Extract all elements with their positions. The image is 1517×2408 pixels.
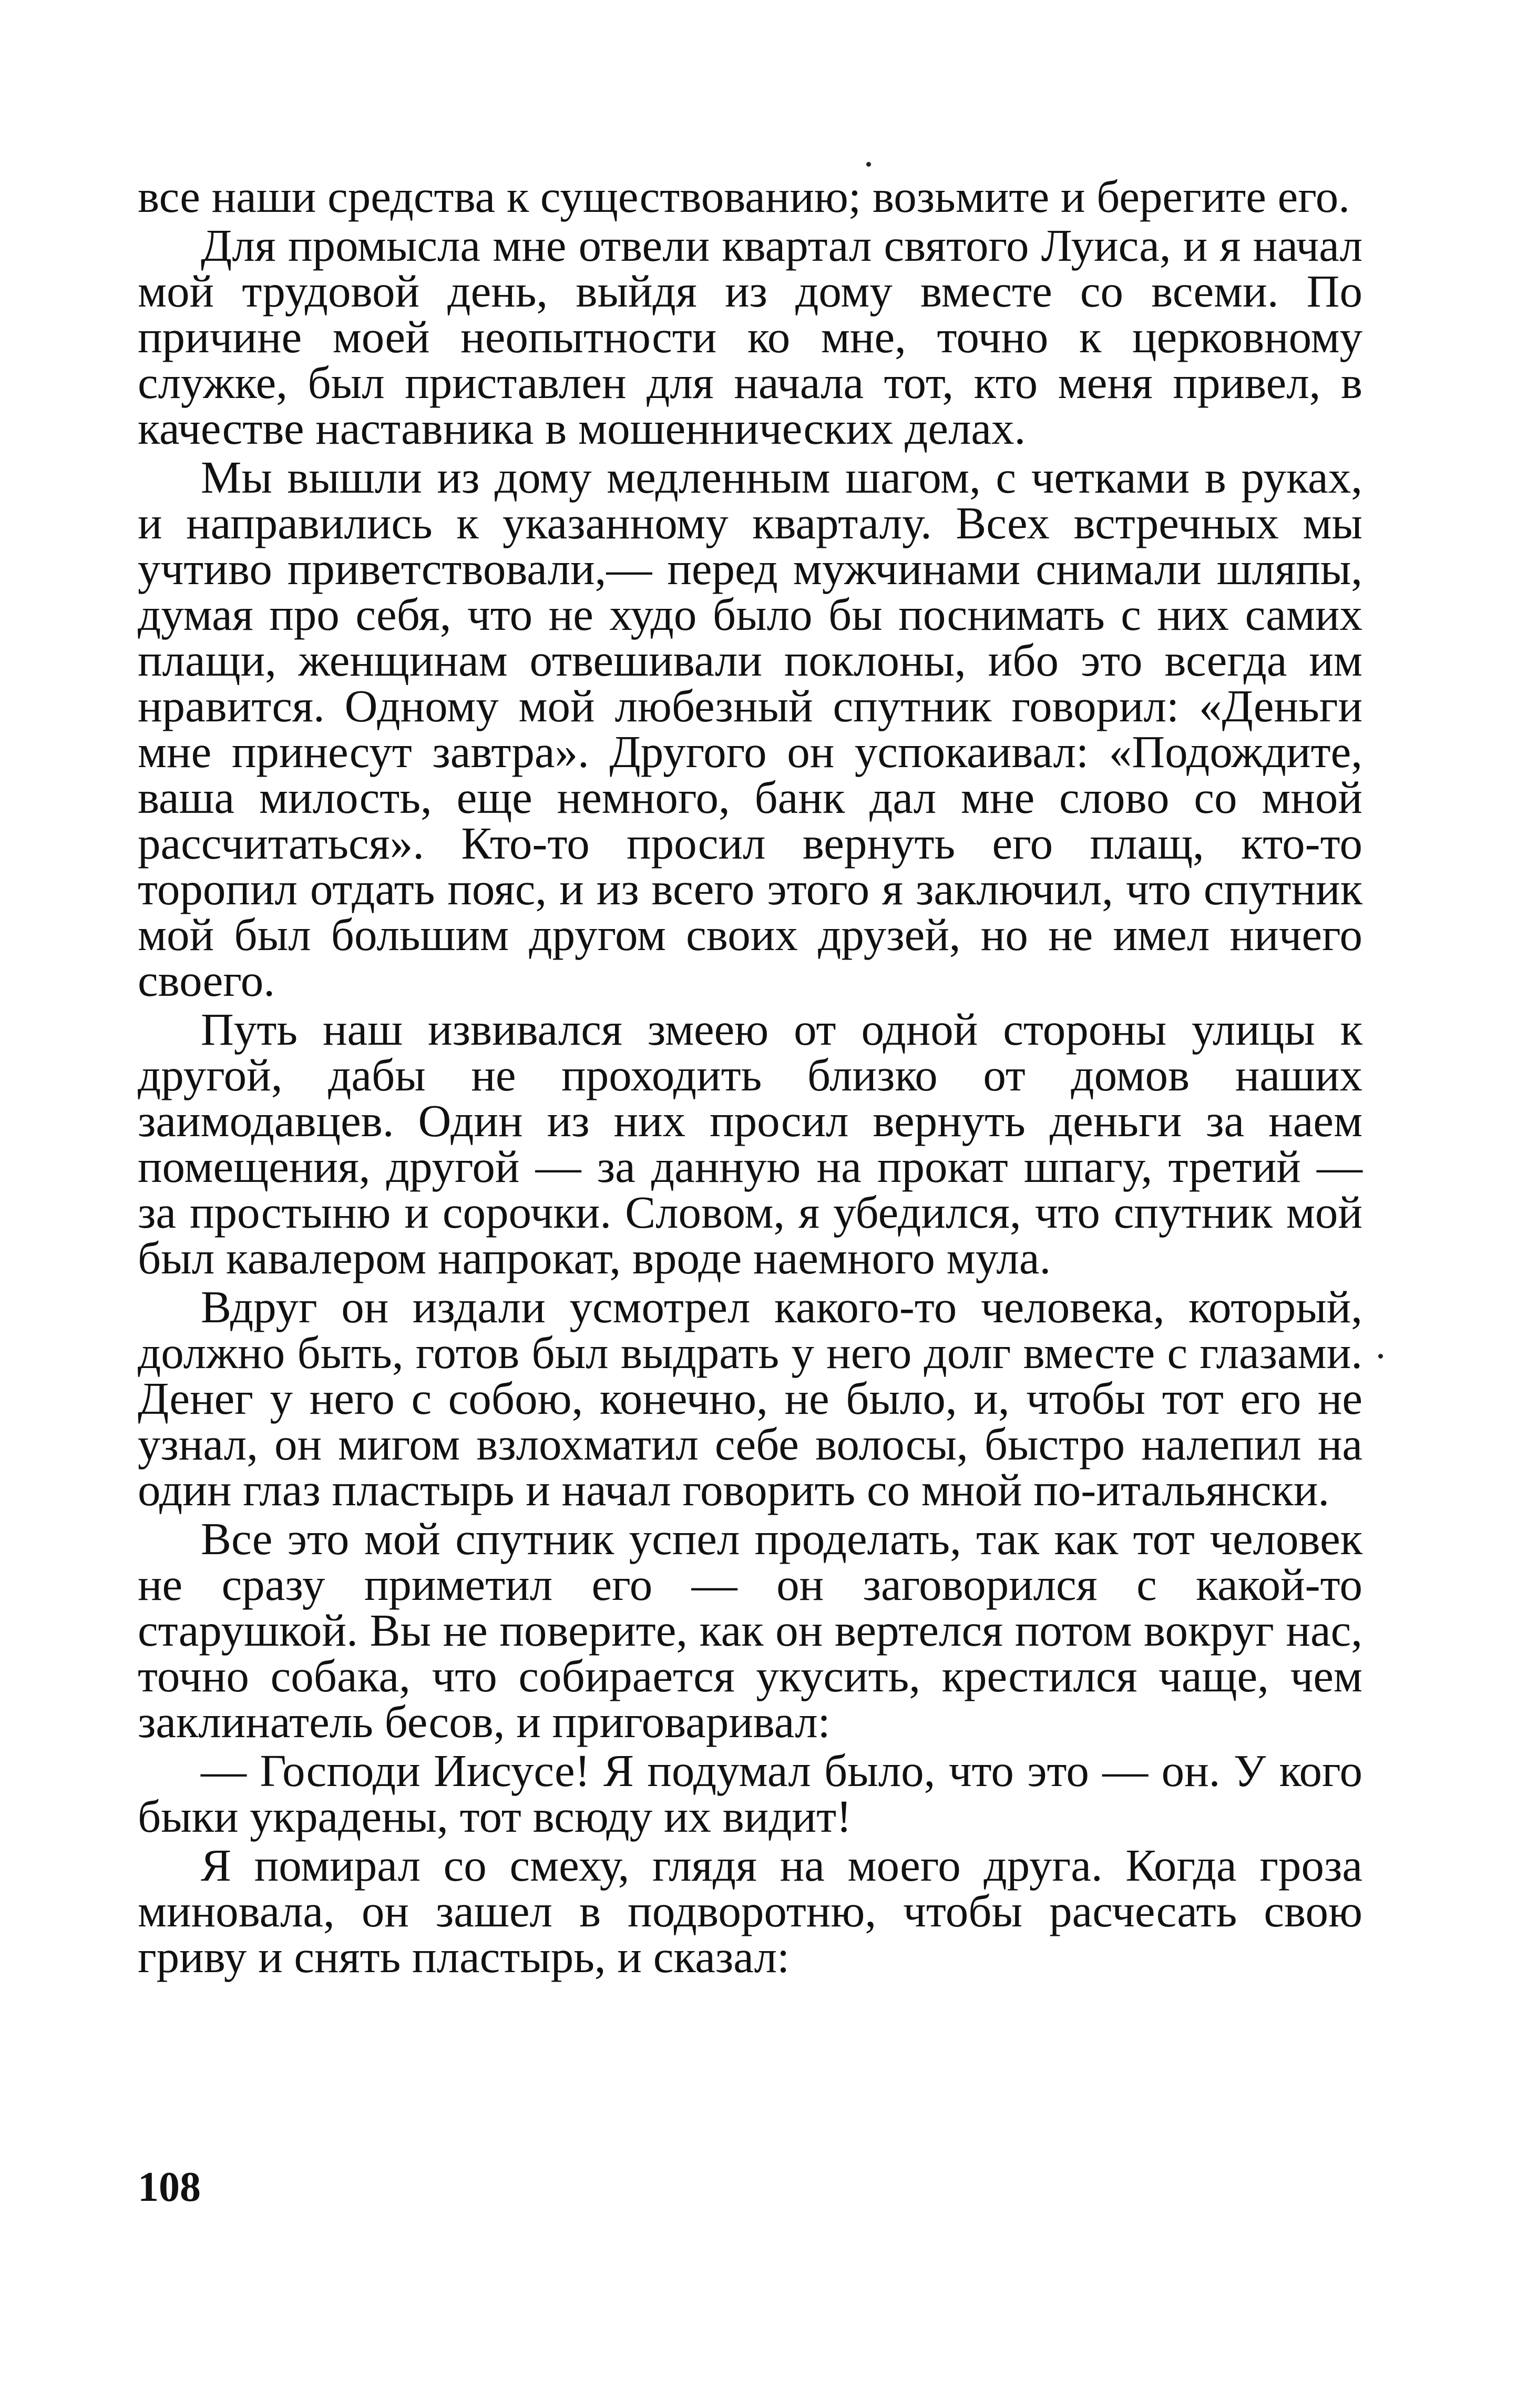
paragraph: — Господи Иисусе! Я подумал было, что это — он. У кого быки украдены, тот всюду их видит!: [138, 1745, 1362, 1842]
paragraph: Путь наш извивался змеею от одной стороны улицы к другой, дабы не проходить близко от домов наших заимодавцев. Один из них просил вернуть деньги за наем помещения, другой — за данную на прокат шпагу, третий — за простыню и сорочки. Словом, я убедился, что спутник мой был кавалером напрокат, вроде наемного мула.: [138, 1004, 1362, 1283]
print-speck: [866, 162, 871, 167]
body-text: [138, 171, 1362, 1983]
print-speck: [1378, 1354, 1383, 1359]
paragraph: Я помирал со смеху, глядя на моего друга. Когда гроза миновала, он зашел в подворотню, чтобы расчесать свою гриву и снять пластырь, и сказал:: [138, 1840, 1362, 1982]
paragraph: Вдруг он издали усмотрел какого-то человека, который, должно быть, готов был выдрать у него долг вместе с глазами. Денег у него с собою, конечно, не было, и, чтобы тот его не узнал, он мигом взлохматил себе волосы, быстро налепил на один глаз пластырь и начал говорить со мной по-итальянски.: [138, 1281, 1362, 1515]
paragraph: Мы вышли из дому медленным шагом, с четками в руках, и направились к указанному кварталу. Всех встречных мы учтиво приветствовали,— перед мужчинами снимали шляпы, думая про себя, что не худо было бы поснимать с них самих плащи, женщинам отвешивали поклоны, ибо это всегда им нравится. Одному мой любезный спутник говорил: «Деньги мне принесут завтра». Другого он успокаивал: «Подождите, ваша милость, еще немного, банк дал мне слово со мной рассчитаться». Кто-то просил вернуть его плащ, кто-то торопил отдать пояс, и из всего этого я заключил, что спутник мой был большим другом своих друзей, но не имел ничего своего.: [138, 452, 1362, 1006]
page-number: 108: [138, 2164, 201, 2210]
paragraph: все наши средства к существованию; возьмите и берегите его.: [138, 171, 1350, 222]
paragraph: Все это мой спутник успел проделать, так как тот человек не сразу приметил его — он заговорился с какой-то старушкой. Вы не поверите, как он вертелся потом вокруг нас, точно собака, что собирается укусить, крестился чаще, чем заклинатель бесов, и приговаривал:: [138, 1513, 1362, 1747]
paragraph: Для промысла мне отвели квартал святого Луиса, и я начал мой трудовой день, выйдя из дому вместе со всеми. По причине моей неопытности ко мне, точно к церковному служке, был приставлен для начала тот, кто меня привел, в качестве наставника в мошеннических делах.: [138, 220, 1362, 454]
